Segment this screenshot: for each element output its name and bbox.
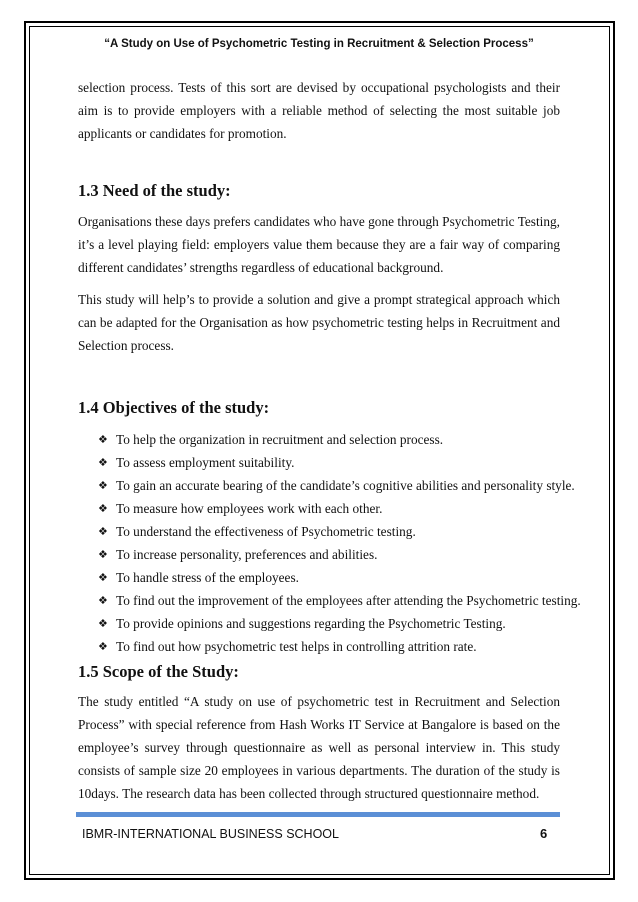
need-heading: 1.3 Need of the study: bbox=[78, 181, 231, 200]
list-item-text: To help the organization in recruitment and selection process. bbox=[116, 432, 444, 447]
objectives-section bbox=[78, 397, 560, 419]
diamond-bullet-icon: ❖ bbox=[98, 456, 108, 469]
list-item-text: To provide opinions and suggestions regarding the Psychometric Testing. bbox=[116, 616, 506, 631]
intro-paragraph: selection process. Tests of this sort are devised by occupational psychologists and their aim is to provide employers with a reliable method of selecting the most suitable job applicants or candidates for promotion. bbox=[78, 80, 560, 141]
list-item bbox=[78, 520, 560, 543]
list-item-text: To increase personality, preferences and abilities. bbox=[116, 547, 378, 562]
list-item-text: To gain an accurate bearing of the candidate’s cognitive abilities and personality style. bbox=[116, 478, 575, 493]
need-paragraph-2: This study will help’s to provide a solution and give a prompt strategical approach which can be adapted for the Organisation as how psychometric testing helps in Recruitment and Selection process. bbox=[78, 292, 560, 353]
list-item-text: To measure how employees work with each other. bbox=[116, 501, 383, 516]
diamond-bullet-icon: ❖ bbox=[98, 548, 108, 561]
list-item bbox=[78, 589, 581, 612]
footer-school-name: IBMR-INTERNATIONAL BUSINESS SCHOOL bbox=[82, 827, 339, 841]
diamond-bullet-icon: ❖ bbox=[98, 571, 108, 584]
list-item-text: To understand the effectiveness of Psychometric testing. bbox=[116, 524, 416, 539]
list-item bbox=[78, 566, 560, 589]
list-item bbox=[78, 543, 560, 566]
diamond-bullet-icon: ❖ bbox=[98, 640, 108, 653]
intro-section bbox=[78, 76, 560, 145]
diamond-bullet-icon: ❖ bbox=[98, 502, 108, 515]
page-number: 6 bbox=[540, 826, 548, 841]
list-item bbox=[78, 635, 560, 658]
list-item bbox=[78, 497, 560, 520]
list-item bbox=[78, 428, 560, 451]
page-header-title: “A Study on Use of Psychometric Testing in Recruitment & Selection Process” bbox=[104, 38, 534, 50]
footer-divider bbox=[76, 812, 560, 817]
need-section bbox=[78, 180, 560, 202]
need-paragraph-2-block bbox=[78, 288, 560, 357]
need-paragraph-1-block bbox=[78, 210, 560, 279]
diamond-bullet-icon: ❖ bbox=[98, 594, 108, 607]
scope-paragraph-block bbox=[78, 690, 560, 805]
list-item bbox=[78, 612, 560, 635]
list-item-text: To assess employment suitability. bbox=[116, 455, 295, 470]
need-paragraph-1: Organisations these days prefers candidates who have gone through Psychometric Testing, it’s a level playing field: employers value them because they are a fair way of comparing different candidates’ strengths regardless of educational background. bbox=[78, 214, 560, 275]
list-item-text: To handle stress of the employees. bbox=[116, 570, 299, 585]
scope-section bbox=[78, 661, 560, 683]
diamond-bullet-icon: ❖ bbox=[98, 433, 108, 446]
scope-paragraph: The study entitled “A study on use of psychometric test in Recruitment and Selection Process” with special reference from Hash Works IT Service at Bangalore is based on the employee’s survey through questionnaire as well as personal interview in. This study consists of sample size 20 employees in various departments. The duration of the study is 10days. The research data has been collected through structured questionnaire method. bbox=[78, 694, 560, 801]
list-item bbox=[78, 474, 575, 497]
objectives-heading: 1.4 Objectives of the study: bbox=[78, 398, 270, 417]
list-item bbox=[78, 451, 560, 474]
objectives-list-block bbox=[78, 428, 581, 658]
diamond-bullet-icon: ❖ bbox=[98, 479, 108, 492]
list-item-text: To find out how psychometric test helps in controlling attrition rate. bbox=[116, 639, 477, 654]
diamond-bullet-icon: ❖ bbox=[98, 525, 108, 538]
list-item-text: To find out the improvement of the employees after attending the Psychometric testing. bbox=[116, 593, 581, 608]
objectives-list bbox=[78, 428, 581, 658]
diamond-bullet-icon: ❖ bbox=[98, 617, 108, 630]
scope-heading: 1.5 Scope of the Study: bbox=[78, 662, 239, 681]
